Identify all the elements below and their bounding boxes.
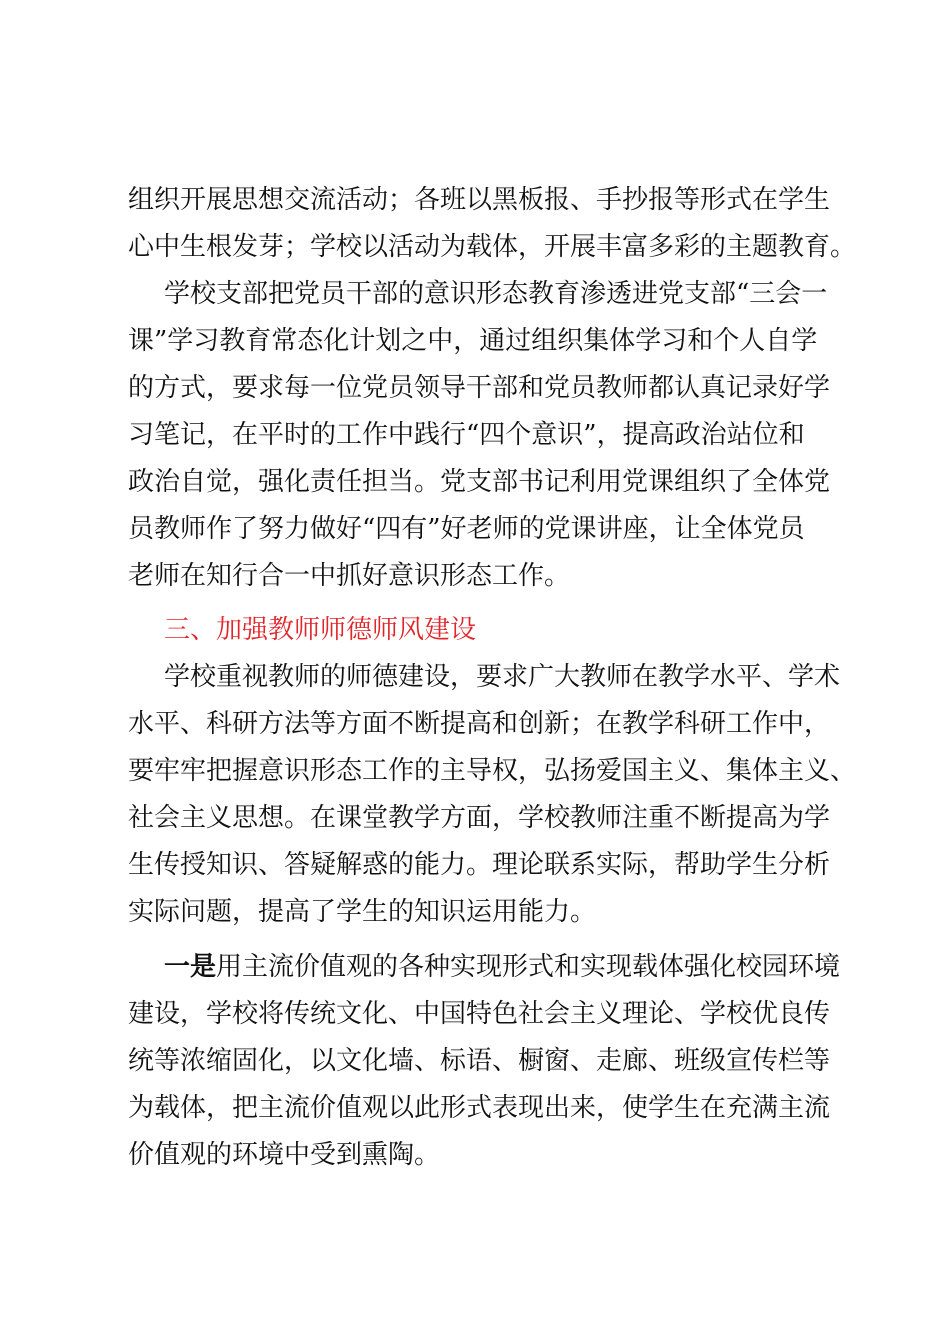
section-heading: 三、加强教师师德师风建设 bbox=[164, 615, 477, 645]
paragraph-4-line-5: 价值观的环境中受到熏陶。 bbox=[128, 1140, 441, 1170]
paragraph-3-line-5: 生传授知识、答疑解惑的能力。理论联系实际，帮助学生分析 bbox=[128, 850, 831, 880]
paragraph-4-line-2: 建设，学校将传统文化、中国特色社会主义理论、学校优良传 bbox=[128, 999, 831, 1029]
paragraph-2-line-2: 课”学习教育常态化计划之中，通过组织集体学习和个人自学 bbox=[128, 326, 818, 356]
paragraph-4-line-1-text: 用主流价值观的各种实现形式和实现载体强化校园环境 bbox=[216, 952, 841, 982]
lead-in-label: 一是 bbox=[164, 952, 217, 982]
paragraph-1-line-2: 心中生根发芽；学校以活动为载体，开展丰富多彩的主题教育。 bbox=[128, 232, 857, 262]
paragraph-3-line-4: 社会主义思想。在课堂教学方面，学校教师注重不断提高为学 bbox=[128, 803, 831, 833]
paragraph-2-line-7: 老师在知行合一中抓好意识形态工作。 bbox=[128, 561, 571, 591]
paragraph-2-line-6: 员教师作了努力做好“四有”好老师的党课讲座，让全体党员 bbox=[128, 514, 805, 544]
paragraph-3-line-1: 学校重视教师的师德建设，要求广大教师在教学水平、学术 bbox=[164, 662, 841, 692]
paragraph-2-line-1: 学校支部把党员干部的意识形态教育渗透进党支部“三会一 bbox=[164, 279, 828, 309]
paragraph-4-line-4: 为载体，把主流价值观以此形式表现出来，使学生在充满主流 bbox=[128, 1093, 831, 1123]
paragraph-2-line-4: 习笔记，在平时的工作中践行“四个意识”，提高政治站位和 bbox=[128, 420, 805, 450]
paragraph-1-line-1: 组织开展思想交流活动；各班以黑板报、手抄报等形式在学生 bbox=[128, 185, 831, 215]
paragraph-3-line-2: 水平、科研方法等方面不断提高和创新；在教学科研工作中， bbox=[128, 709, 831, 739]
paragraph-4-line-1 bbox=[164, 947, 840, 987]
paragraph-3-line-6: 实际问题，提高了学生的知识运用能力。 bbox=[128, 897, 597, 927]
paragraph-4-line-3: 统等浓缩固化，以文化墙、标语、橱窗、走廊、班级宣传栏等 bbox=[128, 1046, 831, 1076]
paragraph-2-line-3: 的方式，要求每一位党员领导干部和党员教师都认真记录好学 bbox=[128, 373, 831, 403]
paragraph-3-line-3: 要牢牢把握意识形态工作的主导权，弘扬爱国主义、集体主义、 bbox=[128, 756, 857, 786]
paragraph-2-line-5: 政治自觉，强化责任担当。党支部书记利用党课组织了全体党 bbox=[128, 467, 831, 497]
